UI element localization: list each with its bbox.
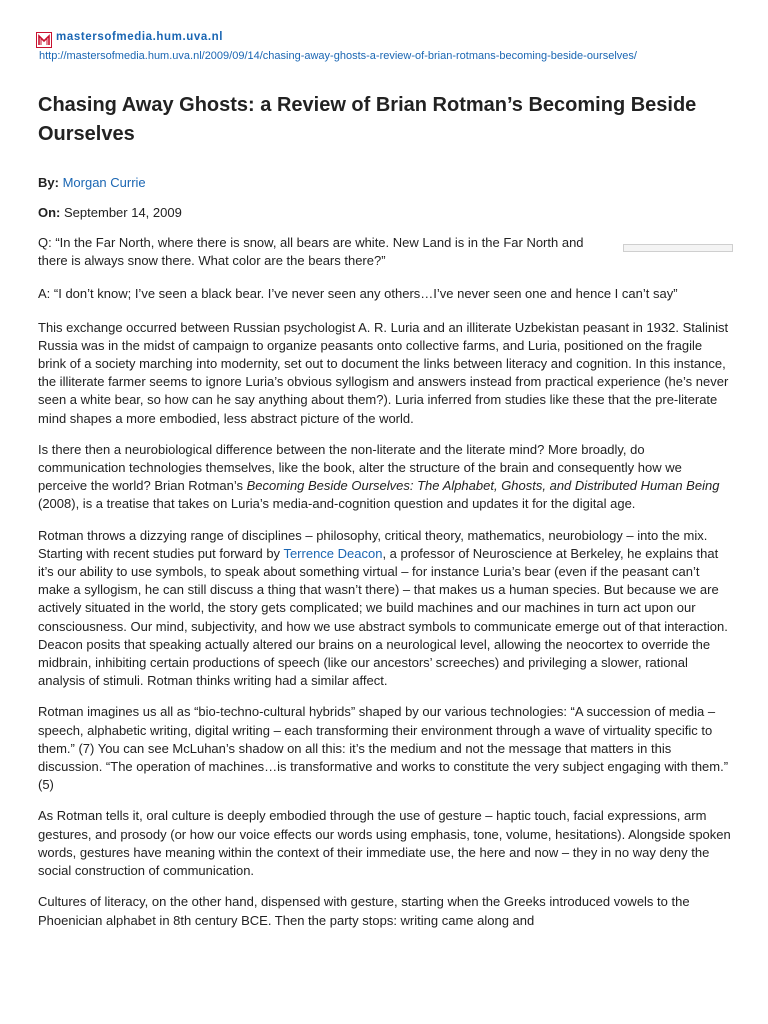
body-paragraph-6: Cultures of literacy, on the other hand, dispensed with gesture, starting when the Greeks introduced vowels to the Phoenician alphabet in 8th century BCE. Then the party stops: writing came along and xyxy=(38,894,690,928)
answer-paragraph: A: “I don’t know; I’ve seen a black bear. I’ve never seen any others…I’ve never seen one and hence I can’t say” xyxy=(38,286,678,302)
site-name-link[interactable]: mastersofmedia.hum.uva.nl xyxy=(56,31,224,43)
article-body xyxy=(38,234,733,943)
body-paragraph-5: As Rotman tells it, oral culture is deeply embodied through the use of gesture – haptic touch, facial expressions, arm gestures, and prosody (or how our voice effects our words using emphasis, tone, volume, hesitations). Alongside spoken words, gestures have meaning within the context of their immediate use, the here and now – they in no way deny the social construction of communication. xyxy=(38,808,731,879)
article-title: Chasing Away Ghosts: a Review of Brian Rotman’s Becoming Beside Ourselves xyxy=(38,94,697,145)
terrence-deacon-link[interactable]: Terrence Deacon xyxy=(283,545,383,561)
body-paragraph-3 xyxy=(38,527,733,691)
body-paragraph-1: This exchange occurred between Russian psychologist A. R. Luria and an illiterate Uzbekistan peasant in 1932. Stalinist Russia was in the midst of campaign to organize peasants onto collective farms, and Luria, positioned on the fragile brink of a society marching into modernity, set out to document the links between literacy and cognition. In this instance, the illiterate farmer seems to ignore Luria’s obvious syllogism and answers instead from practical experience (he’s never seen a white bear, so how can he say anything about them?). Luria inferred from studies like these that the pre-literate mind shapes a more embodied, less abstract picture of the world. xyxy=(38,319,729,426)
p3-text-b: , a professor of Neuroscience at Berkeley, he explains that it’s our ability to use symbols, to speak about something virtual – for instance Luria’s bear (even if the peasant can’t make a syllogism, he can still discuss a thing that wasn’t there) – that makes us a human species. But because we are actively situated in the world, the story gets complicated; we build machines and our machines in turn act upon our consciousness. Our mind, subjectivity, and how we use abstract symbols to communicate emerge out of that interaction. Deacon posits that speaking actually altered our brains on a neurological level, allowing the neocortex to override the midbrain, inhibiting certain productions of speech (like our ancestors’ screeches) and privileging a slower, rational analysis of stimuli. Rotman thinks writing had a similar affect. xyxy=(38,545,728,689)
byline xyxy=(38,175,146,190)
p2-text-b: (2008), is a treatise that takes on Luria’s media-and-cognition question and updates it for the digital age. xyxy=(38,496,636,512)
by-label: By: xyxy=(38,175,59,190)
p3-text-a: Rotman throws a dizzying range of disciplines – philosophy, critical theory, mathematics, neurobiology – into the mix. Starting with recent studies put forward by xyxy=(38,527,708,561)
on-label: On: xyxy=(38,205,61,220)
body-paragraph-2 xyxy=(38,441,733,514)
body-paragraph-4: Rotman imagines us all as “bio-techno-cultural hybrids” shaped by our various technologies: “A succession of media – speech, alphabetic writing, digital writing – each transforming their environment through a wave of virtuality specific to them.” (7) You can see McLuhan’s shadow on all this: it’s the medium and not the message that matters in this discussion. “The operation of machines…is transformative and works to constitute the very subject engaging with them.” (5) xyxy=(38,704,729,793)
dateline xyxy=(38,205,182,220)
publish-date: September 14, 2009 xyxy=(64,205,182,220)
question-paragraph: Q: “In the Far North, where there is snow, all bears are white. New Land is in the Far North and there is always snow there. What color are the bears there?” xyxy=(38,235,584,269)
book-title: Becoming Beside Ourselves: The Alphabet, Ghosts, and Distributed Human Being xyxy=(246,478,720,494)
source-url-link[interactable]: http://mastersofmedia.hum.uva.nl/2009/09/14/chasing-away-ghosts-a-review-of-brian-rotmans-becoming-beside-ourselves/ xyxy=(39,50,637,62)
p2-text-a: Is there then a neurobiological difference between the non-literate and the literate mind? More broadly, do communication technologies themselves, like the book, alter the structure of the brain and consequently how we perceive the world? Brian Rotman’s xyxy=(38,441,682,494)
author-link[interactable]: Morgan Currie xyxy=(62,175,146,190)
site-logo-icon[interactable] xyxy=(36,32,52,48)
